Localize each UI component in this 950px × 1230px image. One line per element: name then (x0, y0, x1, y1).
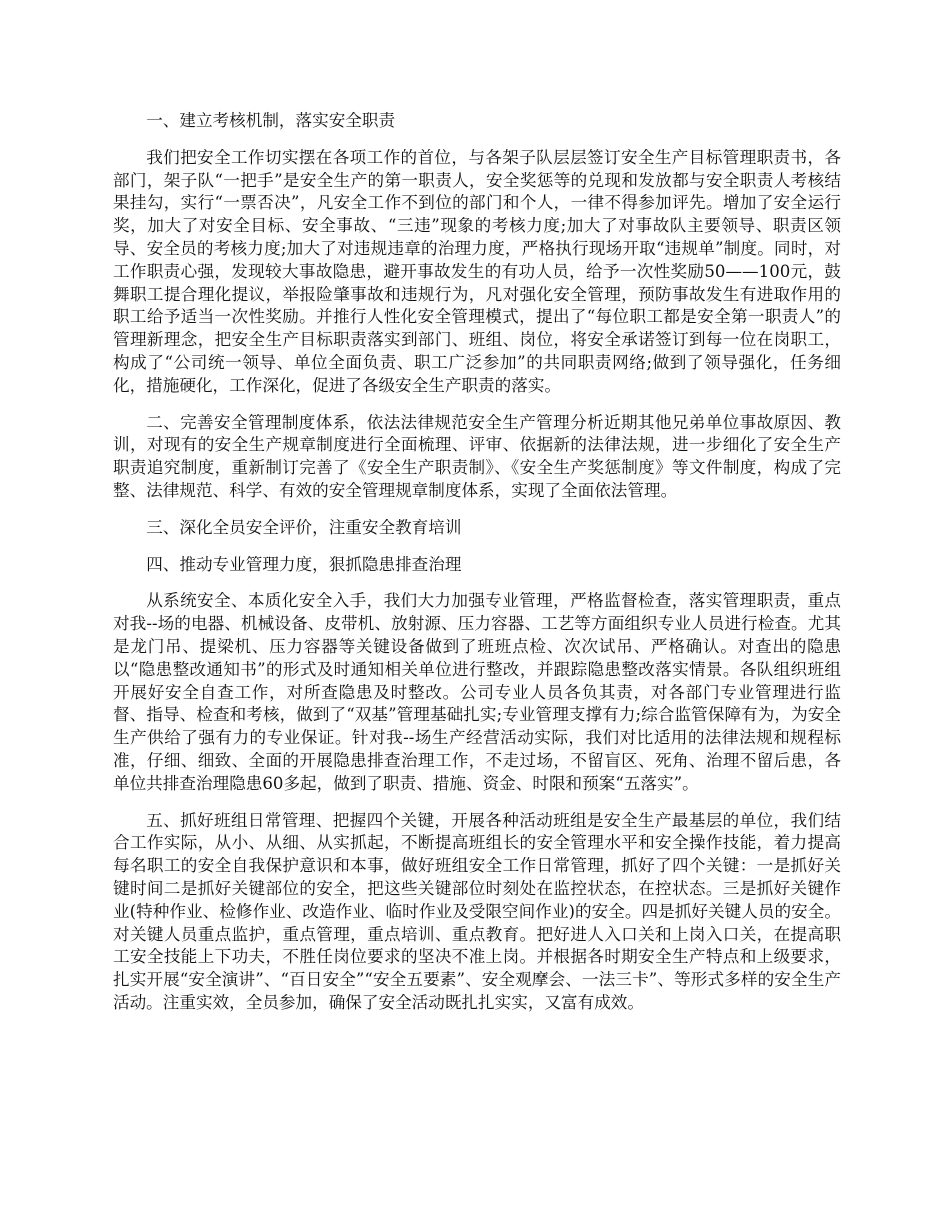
section-heading-4: 四、推动专业管理力度，狠抓隐患排查治理 (146, 554, 462, 574)
paragraph-hazard-inspection: 从系统安全、本质化安全入手，我们大力加强专业管理，严格监督检查，落实管理职责，重点对我--场的电器、机械设备、皮带机、放射源、压力容器、工艺等方面组织专业人员进行检查。尤其是龙门吊、提梁机、压力容器等关键设备做到了班班点检、次次试吊、严格确认。对查出的隐患以“隐患整改通知书”的形式及时通知相关单位进行整改，并跟踪隐患整改落实情景。各队组织班组开展好安全自查工作，对所查隐患及时整改。公司专业人员各负其责，对各部门专业管理进行监督、指导、检查和考核，做到了“双基”管理基础扎实;专业管理支撑有力;综合监管保障有为，为安全生产供给了强有力的专业保证。针对我--场生产经营活动实际，我们对比适用的法律法规和规程标准，仔细、细致、全面的开展隐患排查治理工作，不走过场，不留盲区、死角、治理不留后患，各单位共排查治理隐患60多起，做到了职责、措施、资金、时限和预案“五落实”。 (113, 591, 841, 793)
paragraph-team-management: 五、抓好班组日常管理、把握四个关键，开展各种活动班组是安全生产最基层的单位，我们结合工作实际，从小、从细、从实抓起，不断提高班组长的安全管理水平和安全操作技能，着力提高每名职工的安全自我保护意识和本事，做好班组安全工作日常管理，抓好了四个关键：一是抓好关键时间二是抓好关键部位的安全，把这些关键部位时刻处在监控状态，在控状态。三是抓好关键作业(特种作业、检修作业、改造作业、临时作业及受限空间作业)的安全。四是抓好关键人员的安全。对关键人员重点监护，重点管理，重点培训、重点教育。把好进人入口关和上岗入口关，在提高职工安全技能上下功夫，不胜任岗位要求的坚决不准上岗。并根据各时期安全生产特点和上级要求，扎实开展“安全演讲”、“百日安全”“安全五要素”、安全观摩会、一法三卡”、等形式多样的安全生产活动。注重实效，全员参加，确保了安全活动既扎扎实实，又富有成效。 (113, 810, 841, 1012)
section-heading-1: 一、建立考核机制，落实安全职责 (146, 111, 396, 130)
document-body (113, 110, 841, 1029)
paragraph-responsibility: 我们把安全工作切实摆在各项工作的首位，与各架子队层层签订安全生产目标管理职责书，各部门，架子队“一把手”是安全生产的第一职责人，安全奖惩等的兑现和发放都与安全职责人考核结果挂勾，实行“一票否决”，凡安全工作不到位的部门和个人，一律不得参加评先。增加了安全运行奖，加大了对安全目标、安全事故、“三违”现象的考核力度;加大了对事故队主要领导、职责区领导、安全员的考核力度;加大了对违规违章的治理力度，严格执行现场开取“违规单”制度。同时，对工作职责心强，发现较大事故隐患，避开事故发生的有功人员，给予一次性奖励50——100元，鼓舞职工提合理化提议，举报险肇事故和违规行为，凡对强化安全管理，预防事故发生有进取作用的职工给予适当一次性奖励。并推行人性化安全管理模式，提出了“每位职工都是安全第一职责人”的管理新理念，把安全生产目标职责落实到部门、班组、岗位，将安全承诺签订到每一位在岗职工，构成了“公司统一领导、单位全面负责、职工广泛参加”的共同职责网络;做到了领导强化，任务细化，措施硬化，工作深化，促进了各级安全生产职责的落实。 (113, 147, 841, 395)
section-heading-3: 三、深化全员安全评价，注重安全教育培训 (146, 517, 462, 537)
paragraph-regulations: 二、完善安全管理制度体系，依法法律规范安全生产管理分析近期其他兄弟单位事故原因、教训，对现有的安全生产规章制度进行全面梳理、评审、依据新的法律法规，进一步细化了安全生产职责追究制度，重新制订完善了《安全生产职责制》、《安全生产奖惩制度》等文件制度，构成了完整、法律规范、科学、有效的安全管理规章制度体系，实现了全面依法管理。 (113, 412, 841, 500)
